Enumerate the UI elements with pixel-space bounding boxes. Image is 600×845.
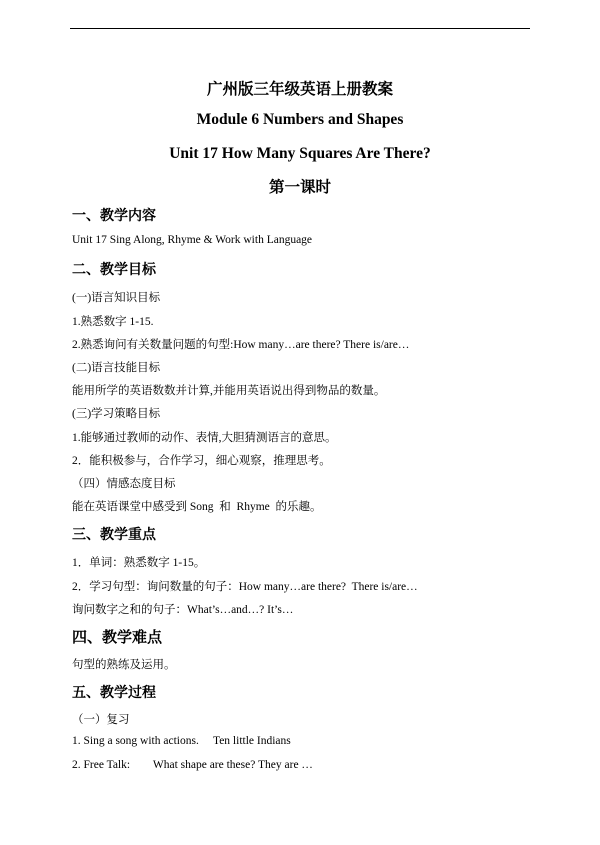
module-title: Module 6 Numbers and Shapes [196, 111, 404, 128]
section-heading-procedure: 五、教学过程 [72, 686, 156, 701]
section-heading-objectives: 二、教学目标 [72, 263, 156, 278]
objective-line: (一)语言知识目标 [72, 292, 161, 304]
objective-line: 能在英语课堂中感受到 Song 和 Rhyme 的乐趣。 [72, 501, 322, 513]
objective-line: （四）情感态度目标 [72, 478, 176, 490]
procedure-line: 1. Sing a song with actions. Ten little Indians [72, 735, 291, 747]
document-title: 广州版三年级英语上册教案 [206, 81, 393, 98]
key-point-line: 1．单词：熟悉数字 1-15。 [72, 557, 206, 569]
objective-line: 2.熟悉询问有关数量问题的句型:How many…are there? There is/are… [72, 339, 410, 351]
objective-line: 2．能积极参与，合作学习，细心观察，推理思考。 [72, 455, 331, 467]
objective-line: 1.能够通过教师的动作、表情,大胆猜测语言的意思。 [72, 432, 337, 444]
objective-line: (三)学习策略目标 [72, 408, 161, 420]
procedure-line: 2. Free Talk: What shape are these? They are … [72, 759, 313, 771]
section-heading-key-points: 三、教学重点 [72, 528, 156, 543]
section-text: Unit 17 Sing Along, Rhyme & Work with Language [72, 234, 313, 246]
procedure-line: （一）复习 [72, 714, 130, 726]
lesson-title: 第一课时 [268, 179, 331, 196]
section-heading-difficulties: 四、教学难点 [72, 630, 163, 646]
objective-line: 能用所学的英语数数并计算,并能用英语说出得到物品的数量。 [72, 385, 386, 397]
header-rule [70, 28, 530, 29]
objective-line: (二)语言技能目标 [72, 362, 161, 374]
section-heading-content: 一、教学内容 [72, 209, 156, 224]
key-point-line: 询问数字之和的句子：What’s…and…? It’s… [72, 604, 294, 616]
unit-title: Unit 17 How Many Squares Are There? [169, 145, 431, 162]
objective-line: 1.熟悉数字 1-15. [72, 316, 154, 328]
difficulty-line: 句型的熟练及运用。 [72, 659, 176, 671]
key-point-line: 2．学习句型：询问数量的句子：How many…are there? There is/are… [72, 581, 418, 593]
